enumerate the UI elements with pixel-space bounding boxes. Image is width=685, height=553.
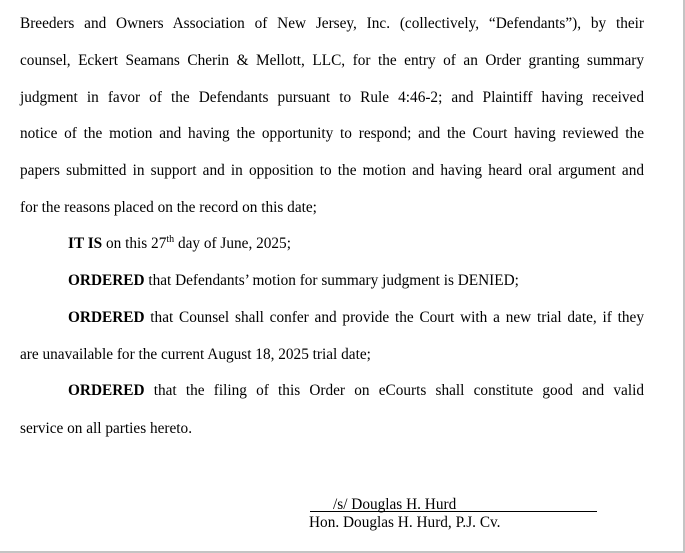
body-line-3: judgment in favor of the Defendants pursuant to Rule 4:46-2; and Plaintiff having received	[20, 89, 644, 106]
body-line-6: for the reasons placed on the record on this date;	[20, 199, 317, 216]
order-3-text: that the filing of this Order on eCourts shall constitute good and valid	[144, 382, 644, 399]
body-line-5: papers submitted in support and in opposition to the motion and having heard oral argument and	[20, 162, 644, 179]
order-2-text: that Counsel shall confer and provide the Court with a new trial date, if they	[144, 309, 644, 326]
body-line-2: counsel, Eckert Seamans Cherin & Mellott, LLC, for the entry of an Order granting summary	[20, 52, 644, 69]
body-line-4: notice of the motion and having the opportunity to respond; and the Court having reviewed the	[20, 125, 644, 142]
order-3	[68, 381, 644, 401]
it-is-date-rest: day of June, 2025;	[174, 235, 291, 252]
order-2-continuation: are unavailable for the current August 18, 2025 trial date;	[20, 346, 371, 363]
date-ordinal-suffix: th	[166, 234, 175, 245]
ordered-label: ORDERED	[68, 382, 145, 399]
order-1-text: that Defendants’ motion for summary judgment is DENIED;	[144, 272, 519, 289]
it-is-paragraph	[68, 234, 291, 254]
order-3-continuation: service on all parties hereto.	[20, 420, 193, 437]
signature-line	[310, 511, 597, 512]
body-line-1: Breeders and Owners Association of New Jersey, Inc. (collectively, “Defendants”), by their	[20, 15, 644, 32]
signer-name: Hon. Douglas H. Hurd, P.J. Cv.	[309, 514, 501, 531]
order-2	[68, 308, 644, 328]
electronic-signature: /s/ Douglas H. Hurd	[333, 496, 457, 513]
ordered-label: ORDERED	[68, 309, 145, 326]
order-1	[68, 271, 519, 291]
it-is-date-text: on this 27	[102, 235, 167, 252]
it-is-label: IT IS	[68, 235, 103, 252]
ordered-label: ORDERED	[68, 272, 145, 289]
